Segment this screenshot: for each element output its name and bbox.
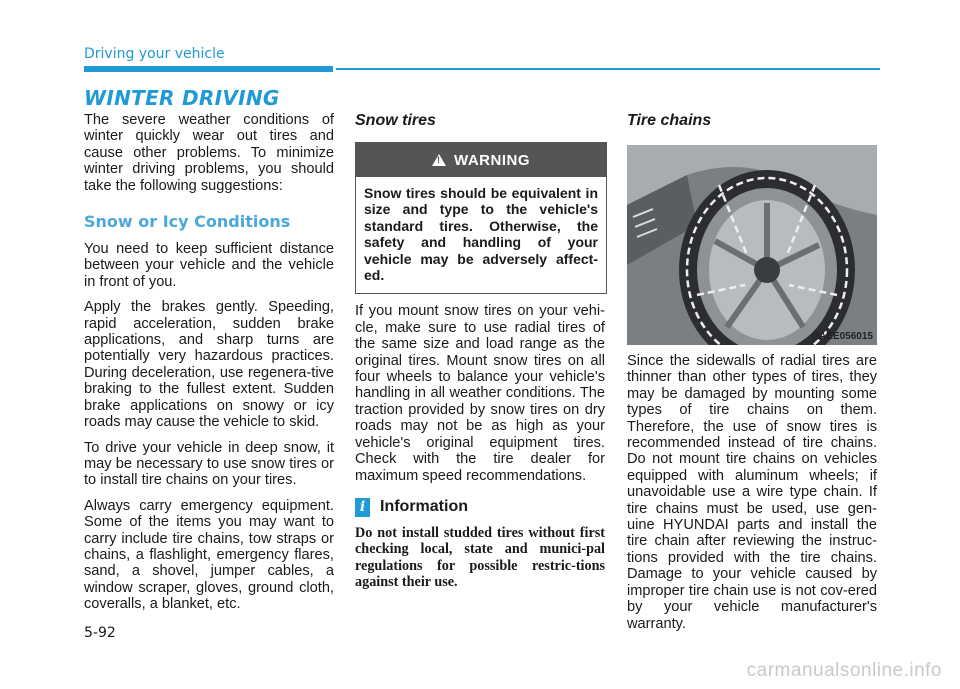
column-2 [355, 112, 605, 591]
paragraph: You need to keep sufficient distance between your vehicle and the vehicle in front of you. [84, 241, 334, 290]
warning-label: WARNING [454, 151, 530, 169]
heading-tire-chains: Tire chains [627, 112, 712, 129]
figure-caption: OAEE056015 [811, 331, 873, 342]
header-rule [336, 68, 880, 70]
page-title: WINTER DRIVING [84, 86, 280, 110]
snow-tires-paragraph: If you mount snow tires on your vehi-cle, make sure to use radial tires of the same size and load range as the original tires. Mount snow tires on all four wheels to balance your vehicle's handling in all weather conditions. The traction provided by snow tires on dry roads may not be as high as your vehicle's original equipment tires. Check with the tire dealer for maximum speed recommendations. [355, 303, 605, 484]
column-1 [84, 112, 334, 622]
header-bar [84, 66, 333, 72]
watermark: carmanualsonline.info [746, 660, 942, 681]
warning-triangle-icon [432, 154, 446, 166]
column-3 [627, 112, 877, 641]
intro-paragraph: The severe weather conditions of winter quickly wear out tires and cause other problems. To minimize winter driving problems, you should take the following suggestions: [84, 112, 334, 194]
subheading-snow-icy: Snow or Icy Conditions [84, 212, 291, 232]
information-title: Information [380, 498, 468, 516]
info-icon: i [355, 498, 370, 517]
heading-snow-tires: Snow tires [355, 112, 436, 129]
tire-chain-image [627, 145, 877, 345]
paragraph: Always carry emergency equipment. Some of the items you may want to carry include tire chains, tow straps or chains, a flashlight, emergency flares, sand, a shovel, jumper cables, a window scraper, gloves, ground cloth, coveralls, a blanket, etc. [84, 497, 334, 613]
paragraph: To drive your vehicle in deep snow, it may be necessary to use snow tires or to install tire chains on your tires. [84, 439, 334, 489]
warning-text: Snow tires should be equivalent in size and type to the vehicle's standard tires. Otherwise, the safety and handling of your vehicle may be adversely affect-ed. [364, 185, 598, 284]
paragraph: Apply the brakes gently. Speeding, rapid acceleration, sudden brake applications, and sharp turns are potentially very hazardous practices. During deceleration, use regenera-tive braking to the fullest extent. Sudden brake applications on snowy or icy roads may cause the vehicle to skid. [84, 299, 334, 431]
section-label: Driving your vehicle [84, 46, 225, 62]
tire-chain-illustration [627, 145, 877, 345]
warning-box [355, 142, 607, 294]
warning-header [356, 143, 606, 177]
information-header [355, 498, 605, 517]
page-number: 5-92 [84, 625, 116, 641]
information-text: Do not install studded tires without first checking local, state and munici-pal regulations for possible restric-tions against their use. [355, 524, 605, 591]
tire-chains-paragraph: Since the sidewalls of radial tires are thinner than other types of tires, they may be damaged by mounting some types of tire chains on them. Therefore, the use of snow tires is recommended instead of tire chains. Do not mount tire chains on vehicles equipped with aluminum wheels; if unavoidable use a wire type chain. If tire chains must be used, use gen-uine HYUNDAI parts and install the tire chain after reviewing the instruc-tions provided with the tire chains. Damage to your vehicle caused by improper tire chain use is not cov-ered by your vehicle manufacturer's warranty. [627, 353, 877, 632]
